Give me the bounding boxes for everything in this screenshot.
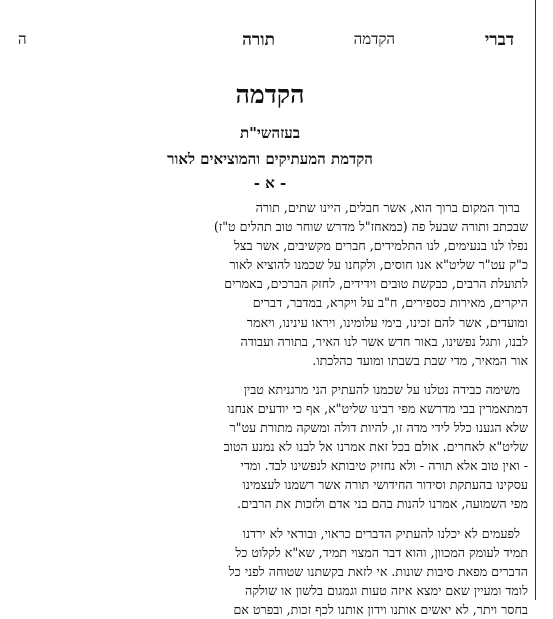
- text-line: נפלו לנו בנעימים, לנו התלמידים, חברים מקשיבים, אשר בצל: [233, 238, 528, 254]
- paragraph: [14, 380, 528, 514]
- text-line: לומד ומעיין שאם ימצא איזה טעות וגמגום בלשון או שולקה: [245, 582, 528, 598]
- text-line: משימה כבידה נטלנו על שכמנו להעתיק הני מרגניתא טבין: [243, 381, 520, 397]
- paragraph: [14, 198, 528, 370]
- text-line: ומועדים, אשר להם זכינו, בימי עלומינו, ויראו עינינו, ויאמר: [246, 314, 528, 330]
- text-line: בחסר ויתר, לא יאשים אותנו וידון אותנו לכף זכות, ובפרט אם: [233, 601, 528, 617]
- running-head-section: הקדמה: [353, 30, 395, 48]
- text-line: לתועלת הרבים, כבקשת טובים וידידים, לחזק הברכים, באמרים: [224, 276, 528, 292]
- text-line: עסקינו בהעתקת וסידור החידושי תורה אשר רשמנו לעצמינו: [242, 477, 528, 493]
- text-line: שלא הגענו כלל לידי מדה זו, להיות דולה ומשקה מתורת עט"ר: [229, 420, 528, 436]
- running-head-page-number: ה: [18, 30, 27, 48]
- text-line: לפעמים לא יכלנו להעתיק הדברים כראוי, ובודאי לא ירדנו: [242, 525, 520, 541]
- text-line: שליט"א לאחרים. אולם בכל זאת אמרנו אל לבנו לא נמנע הטוב: [223, 439, 528, 455]
- text-line: היקרים, מאירות כספירים, ח"ב על ויקרא, במדבר, דברים: [252, 295, 528, 311]
- section-marker: - א -: [253, 174, 287, 192]
- text-line: מפי השמועה, אמרנו להנות בהם בני אדם ולזכות את הרבים.: [237, 496, 528, 512]
- paragraph: [14, 524, 528, 619]
- text-line: תמיד לעומק המכוון, והוא דבר המצוי תמיד, שא"א לקלוט כל: [235, 544, 528, 560]
- text-line: ברוך המקום ברוך הוא, אשר חבלים, היינו שתים, תורה: [255, 200, 520, 215]
- running-head: [0, 30, 540, 54]
- text-line: דמתאמרין בבי מדרשא מפי רבינו שליט"א, אף כי יודעים אנחנו: [227, 400, 528, 416]
- text-line: - ואין טוב אלא תורה - ולא נחזיק טיבותא לנפשינו לבד. ומדי: [240, 458, 528, 474]
- running-head-torah: תורה: [242, 30, 275, 50]
- body-text: [14, 198, 528, 619]
- text-line: כ"ק עט"ר שליט"א אנו חוסים, ולקחנו על שכמנו להוציא לאור: [229, 257, 528, 273]
- text-line: שבכתב ותורה שבעל פה (כמאחז"ל מדרש שוחר טוב תהלים ט"ז): [213, 219, 528, 235]
- text-line: אור המאיר, מדי שבת בשבתו ומועד כהלכתו.: [312, 352, 528, 368]
- opening-abbreviation: בעזהשי"ת: [239, 124, 301, 142]
- text-line: הדברים מפאת סיבות שונות. אי לזאת בקשתנו שטוחה לפני כל: [228, 563, 528, 579]
- page-title: הקדמה: [235, 80, 305, 109]
- running-head-book: דברי: [484, 30, 514, 50]
- text-line: לבנו, ותגל נפשינו, באור חדש אשר לנו האיר, בתורה ועבודה: [240, 333, 528, 349]
- page-subtitle: הקדמת המעתיקים והמוציאים לאור: [167, 150, 373, 168]
